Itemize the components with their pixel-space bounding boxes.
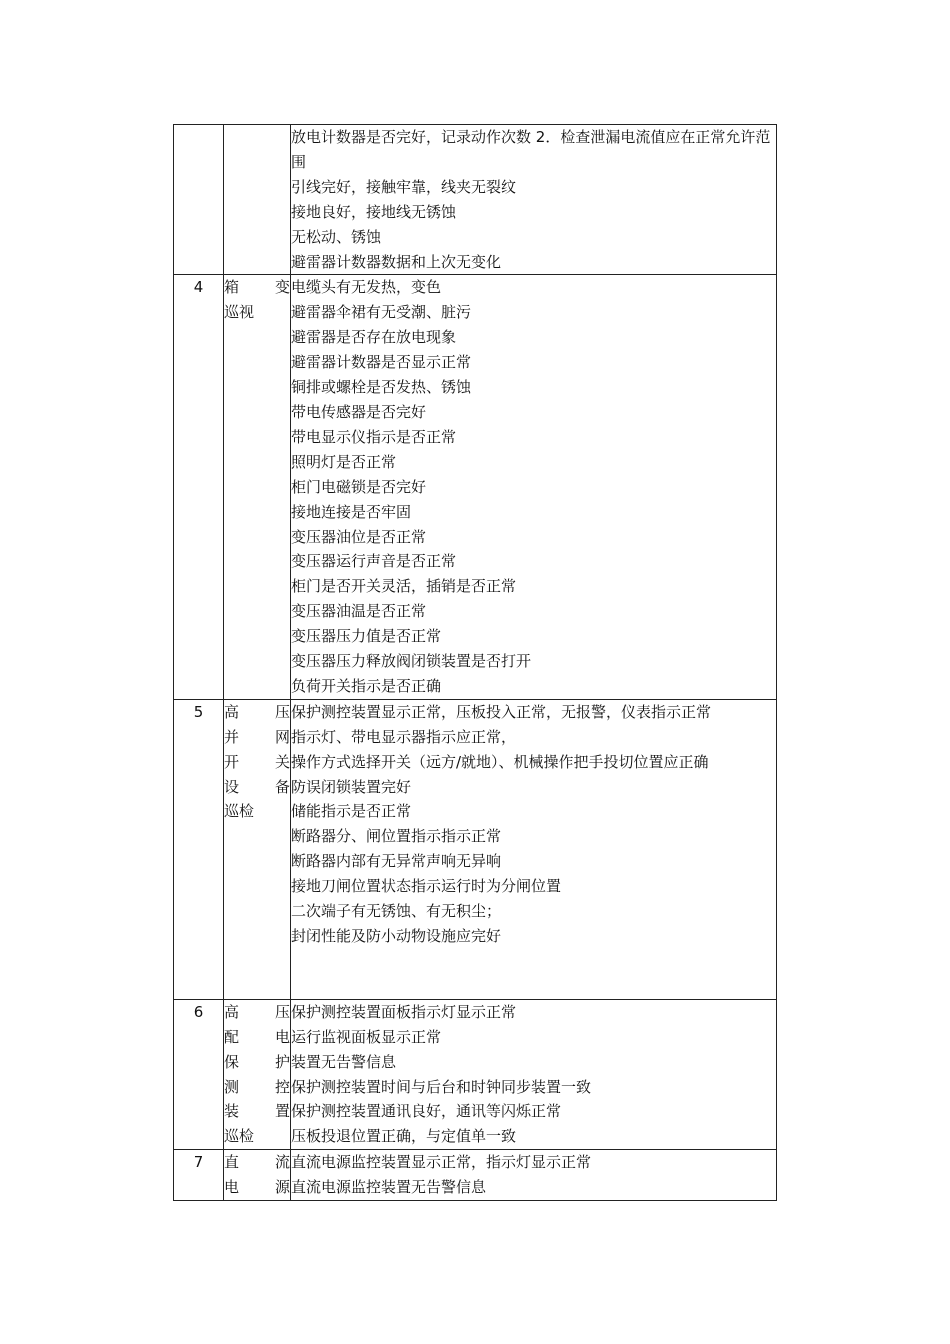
row-number: 7 (193, 1153, 204, 1172)
inspection-item: 变压器油位是否正常 (291, 527, 427, 546)
row-number-cell (174, 699, 224, 999)
inspection-area-label: 并 网 (224, 727, 290, 746)
inspection-item: 电缆头有无发热，变色 (291, 278, 442, 297)
inspection-items-cell (291, 699, 777, 999)
row-number-cell (174, 275, 224, 699)
inspection-item: 断路器内部有无异常声响无异响 (291, 852, 502, 871)
inspection-item: 避雷器是否存在放电现象 (291, 328, 457, 347)
table-row (174, 1150, 777, 1201)
table-row (174, 125, 777, 275)
row-number-cell (174, 999, 224, 1149)
table-row (174, 699, 777, 999)
inspection-items-cell (291, 1150, 777, 1201)
row-number-cell (174, 1150, 224, 1201)
table-row (174, 999, 777, 1149)
inspection-area-label: 开 关 (224, 752, 290, 771)
inspection-table (173, 124, 777, 1201)
inspection-item: 放电计数器是否完好，记录动作次数 2．检查泄漏电流值应在正常允许范围 (291, 128, 771, 171)
inspection-item: 带电显示仪指示是否正常 (291, 427, 457, 446)
inspection-area-label: 箱 变 (224, 278, 290, 297)
inspection-item: 避雷器计数器是否显示正常 (291, 353, 472, 372)
inspection-item: 保护测控装置显示正常，压板投入正常，无报警，仪表指示正常 (291, 702, 712, 721)
row-number: 5 (193, 702, 204, 721)
inspection-area-cell (224, 1150, 291, 1201)
row-number-cell (174, 125, 224, 275)
inspection-item: 引线完好，接触牢靠，线夹无裂纹 (291, 177, 517, 196)
inspection-items-cell (291, 999, 777, 1149)
inspection-items-cell (291, 275, 777, 699)
inspection-item: 直流电源监控装置显示正常，指示灯显示正常 (291, 1153, 592, 1172)
inspection-area-label: 装 置 (224, 1102, 290, 1121)
inspection-item: 装置无告警信息 (291, 1052, 397, 1071)
inspection-item: 指示灯、带电显示器指示应正常， (291, 727, 517, 746)
inspection-item: 带电传感器是否完好 (291, 402, 427, 421)
inspection-item: 操作方式选择开关（远方/就地）、机械操作把手投切位置应正确 (291, 752, 709, 771)
inspection-area-label: 测 控 (224, 1077, 290, 1096)
inspection-item: 保护测控装置通讯良好，通讯等闪烁正常 (291, 1102, 562, 1121)
inspection-table-body (174, 125, 777, 1201)
table-row (174, 275, 777, 699)
inspection-item: 柜门是否开关灵活，插销是否正常 (291, 577, 517, 596)
inspection-item: 铜排或螺栓是否发热、锈蚀 (291, 378, 472, 397)
inspection-item: 变压器压力释放阀闭锁装置是否打开 (291, 652, 532, 671)
inspection-item: 负荷开关指示是否正确 (291, 676, 442, 695)
inspection-item: 照明灯是否正常 (291, 452, 397, 471)
inspection-area-label: 设 备 (224, 777, 290, 796)
inspection-area-cell (224, 275, 291, 699)
inspection-item: 接地良好，接地线无锈蚀 (291, 202, 457, 221)
inspection-item: 防误闭锁装置完好 (291, 777, 412, 796)
inspection-item: 变压器压力值是否正常 (291, 627, 442, 646)
inspection-item: 运行监视面板显示正常 (291, 1027, 442, 1046)
inspection-item: 封闭性能及防小动物设施应完好 (291, 927, 502, 945)
inspection-item: 避雷器计数器数据和上次无变化 (291, 252, 502, 271)
row-number: 6 (193, 1002, 204, 1021)
inspection-area-cell (224, 999, 291, 1149)
inspection-item: 保护测控装置面板指示灯显示正常 (291, 1002, 517, 1021)
inspection-area-label: 高 压 (224, 1002, 290, 1021)
inspection-area-label: 保 护 (224, 1052, 290, 1071)
inspection-item: 直流电源监控装置无告警信息 (291, 1178, 487, 1197)
inspection-item: 接地刀闸位置状态指示运行时为分闸位置 (291, 877, 562, 896)
inspection-area-label: 配 电 (224, 1027, 290, 1046)
inspection-area-label: 巡视 (224, 303, 255, 322)
inspection-item: 柜门电磁锁是否完好 (291, 477, 427, 496)
row-number: 4 (193, 278, 204, 297)
inspection-item: 断路器分、闸位置指示指示正常 (291, 827, 502, 846)
inspection-area-label: 巡检 (224, 1127, 255, 1146)
inspection-area-label: 直 流 (224, 1153, 290, 1172)
inspection-area-label: 高 压 (224, 702, 290, 721)
inspection-item: 变压器运行声音是否正常 (291, 552, 457, 571)
inspection-item: 避雷器伞裙有无受潮、脏污 (291, 303, 472, 322)
inspection-area-cell (224, 125, 291, 275)
inspection-item: 无松动、锈蚀 (291, 227, 382, 246)
inspection-item: 压板投退位置正确，与定值单一致 (291, 1127, 517, 1146)
inspection-area-label: 巡检 (224, 802, 255, 821)
inspection-area-cell (224, 699, 291, 999)
inspection-item: 二次端子有无锈蚀、有无积尘； (291, 902, 502, 921)
inspection-item: 保护测控装置时间与后台和时钟同步装置一致 (291, 1077, 592, 1096)
inspection-item: 接地连接是否牢固 (291, 502, 412, 521)
inspection-item: 储能指示是否正常 (291, 802, 412, 821)
inspection-items-cell (291, 125, 777, 275)
inspection-area-label: 电 源 (224, 1178, 290, 1197)
inspection-item: 变压器油温是否正常 (291, 602, 427, 621)
